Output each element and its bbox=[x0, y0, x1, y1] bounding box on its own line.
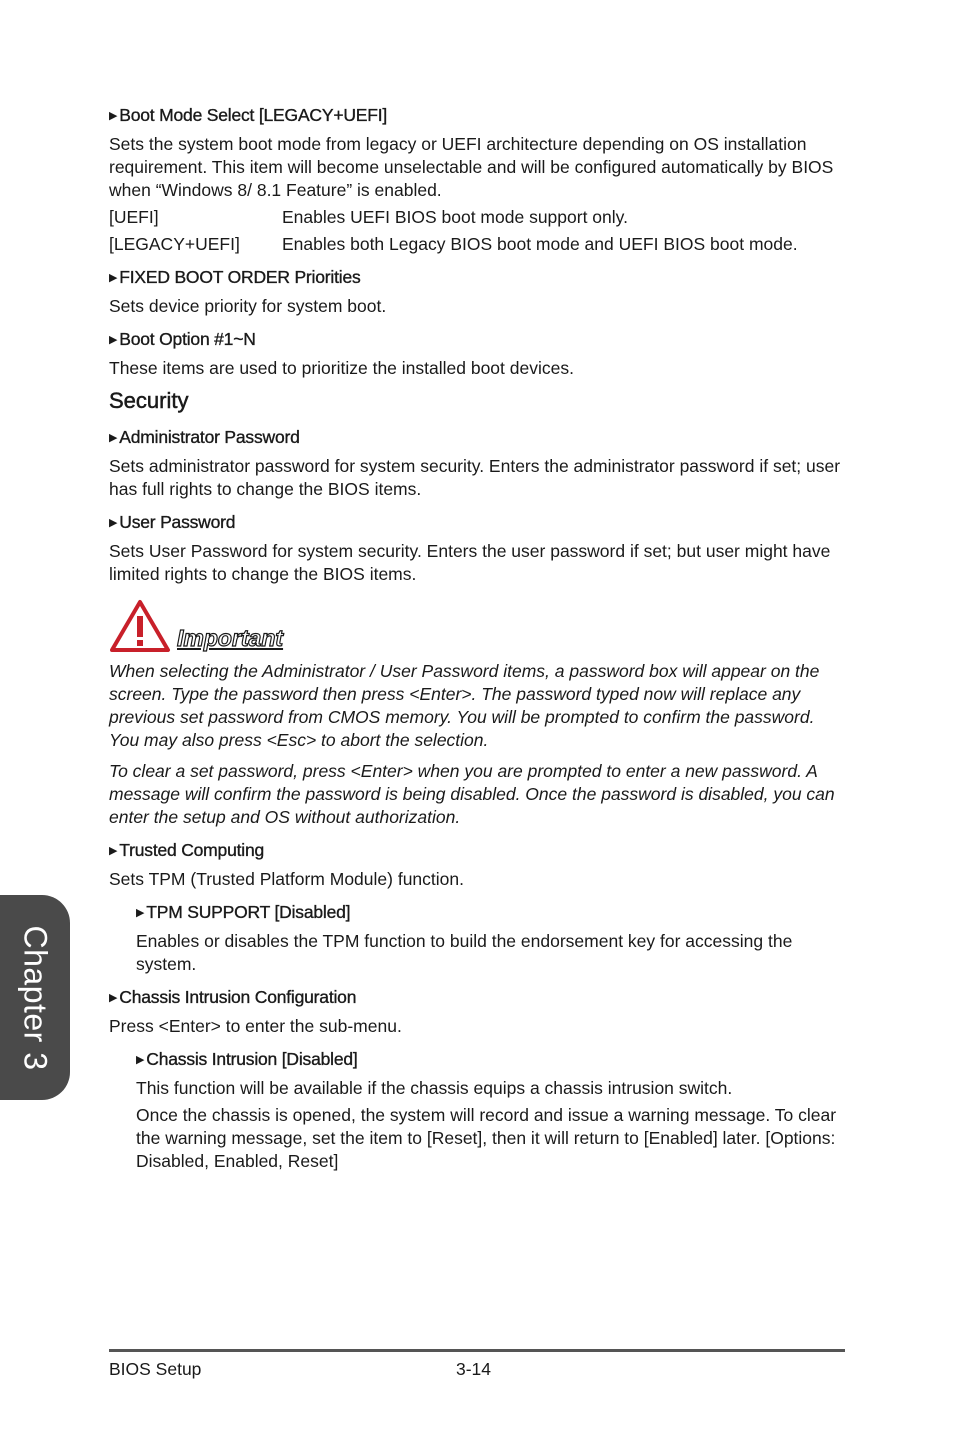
subitem-group bbox=[136, 1048, 849, 1173]
item-desc-chassis-intrusion: Once the chassis is opened, the system will record and issue a warning message. To clear the warning message, set the item to [Reset], then it will return to [Enabled] later. [Options: Disabled, Enabled, Reset] bbox=[136, 1105, 837, 1171]
item-heading-boot-option: ▶ Boot Option #1~N bbox=[109, 329, 256, 349]
option-key: [LEGACY+UEFI] bbox=[109, 234, 240, 254]
item-heading-boot-mode: ▶ Boot Mode Select [LEGACY+UEFI] bbox=[109, 105, 388, 125]
item-desc-admin-password: Sets administrator password for system security. Enters the administrator password if set; user has full rights to change the BIOS items. bbox=[109, 456, 841, 499]
option-value: Enables UEFI BIOS boot mode support only. bbox=[282, 207, 628, 227]
chapter-tab-label: Chapter 3 bbox=[17, 924, 54, 1071]
triangle-right-icon: ▶ bbox=[109, 517, 118, 529]
footer-page-number: 3-14 bbox=[456, 1359, 492, 1379]
item-heading-chassis-intrusion: ▶ Chassis Intrusion [Disabled] bbox=[136, 1049, 358, 1069]
triangle-right-icon: ▶ bbox=[109, 334, 118, 346]
triangle-right-icon: ▶ bbox=[109, 992, 118, 1004]
option-row bbox=[109, 233, 849, 256]
warning-triangle-icon bbox=[109, 599, 171, 658]
item-desc-user-password: Sets User Password for system security. Enters the user password if set; but user might have limited rights to change the BIOS items. bbox=[109, 541, 831, 584]
subitem-group bbox=[136, 901, 849, 976]
triangle-right-icon: ▶ bbox=[109, 845, 118, 857]
important-label: Important bbox=[177, 625, 284, 651]
item-desc-tpm-support: Enables or disables the TPM function to build the endorsement key for accessing the system. bbox=[136, 931, 793, 974]
item-heading-trusted-computing: ▶ Trusted Computing bbox=[109, 840, 265, 860]
triangle-right-icon: ▶ bbox=[136, 907, 145, 919]
item-heading-fixed-boot: ▶ FIXED BOOT ORDER Priorities bbox=[109, 267, 361, 287]
footer-section-name: BIOS Setup bbox=[109, 1359, 202, 1379]
item-heading-chassis-config: ▶ Chassis Intrusion Configuration bbox=[109, 987, 357, 1007]
option-row bbox=[109, 206, 849, 229]
item-heading-admin-password: ▶ Administrator Password bbox=[109, 427, 300, 447]
footer-divider bbox=[109, 1349, 845, 1352]
section-title-security: Security bbox=[109, 388, 189, 413]
options-table bbox=[109, 206, 849, 256]
important-notice-header bbox=[109, 604, 849, 658]
item-desc-boot-mode: Sets the system boot mode from legacy or UEFI architecture depending on OS installation requirement. This item will become unselectable and will be configured automatically by BIOS when “Windows 8/ 8.1 Feature” is enabled. bbox=[109, 134, 834, 200]
item-heading-tpm-support: ▶ TPM SUPPORT [Disabled] bbox=[136, 902, 351, 922]
triangle-right-icon: ▶ bbox=[109, 110, 118, 122]
important-text: To clear a set password, press <Enter> when you are prompted to enter a new password. A message will confirm the password is being disabled. Once the password is disabled, you can enter the setup and OS without authorization. bbox=[109, 761, 835, 827]
triangle-right-icon: ▶ bbox=[109, 272, 118, 284]
item-desc-trusted-computing: Sets TPM (Trusted Platform Module) function. bbox=[109, 869, 464, 889]
item-desc-boot-option: These items are used to prioritize the installed boot devices. bbox=[109, 358, 574, 378]
option-value: Enables both Legacy BIOS boot mode and UEFI BIOS boot mode. bbox=[282, 234, 798, 254]
chapter-tab bbox=[0, 895, 70, 1100]
item-desc-chassis-config: Press <Enter> to enter the sub-menu. bbox=[109, 1016, 402, 1036]
option-key: [UEFI] bbox=[109, 207, 159, 227]
item-desc-chassis-intrusion: This function will be available if the chassis equips a chassis intrusion switch. bbox=[136, 1078, 733, 1098]
item-desc-fixed-boot: Sets device priority for system boot. bbox=[109, 296, 387, 316]
important-text: When selecting the Administrator / User Password items, a password box will appear on the screen. Type the password then press <Enter>. The password typed now will replace any previous set password from CMOS memory. You will be prompted to confirm the password. You may also press <Esc> to abort the selection. bbox=[109, 661, 820, 750]
triangle-right-icon: ▶ bbox=[109, 432, 118, 444]
item-heading-user-password: ▶ User Password bbox=[109, 512, 236, 532]
triangle-right-icon: ▶ bbox=[136, 1054, 145, 1066]
page-content bbox=[109, 104, 849, 1181]
